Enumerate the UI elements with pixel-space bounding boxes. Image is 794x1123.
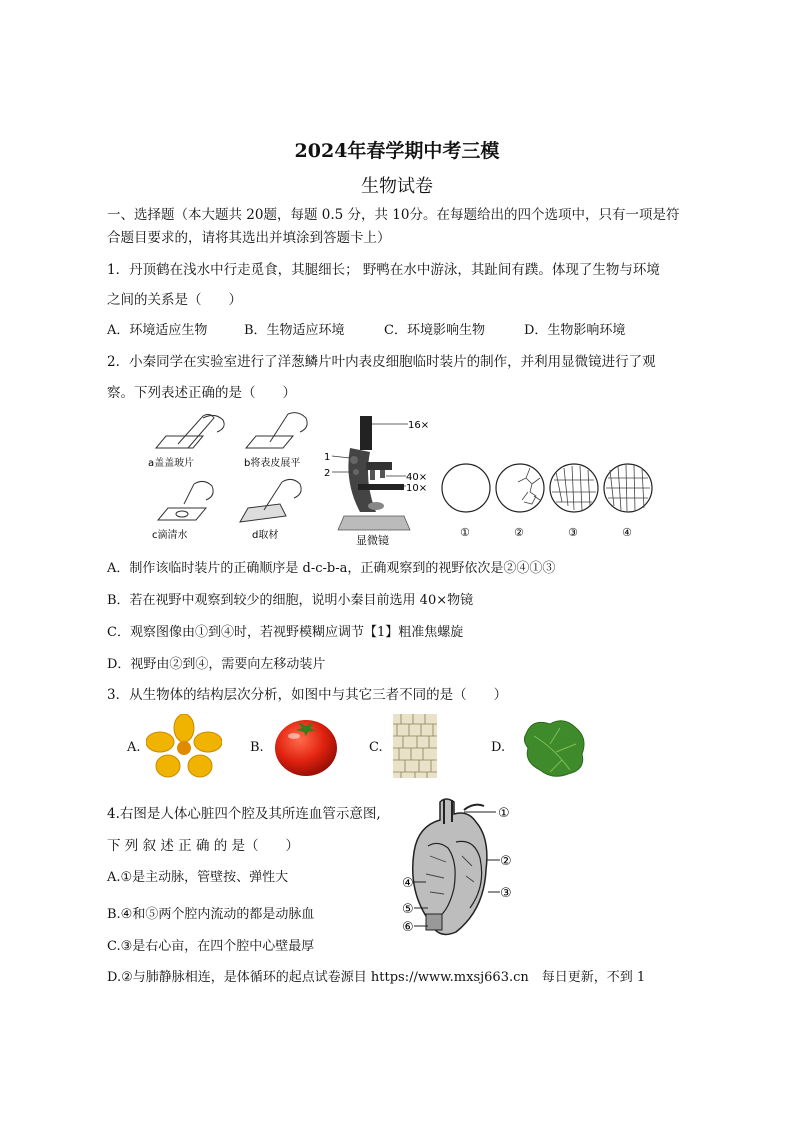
slide-preparation-figure <box>148 408 318 548</box>
flower-image <box>146 714 222 780</box>
q3-option-c-letter: C. <box>369 740 383 755</box>
label-1: 1 <box>324 452 331 463</box>
leaf-image <box>520 714 590 780</box>
heart-label-4: ④ <box>402 876 414 891</box>
step-d-illustration <box>240 479 301 522</box>
page-title: 2024年春学期中考三模 <box>294 140 500 162</box>
q2-option-a: A．制作该临时装片的正确顺序是 d-c-b-a，正确观察到的视野依次是②④①③ <box>107 561 556 576</box>
microscope-base <box>338 516 410 530</box>
q1-option-d: D．生物影响环境 <box>524 323 626 338</box>
objective-lens-1 <box>370 470 375 480</box>
q4-option-c: C.③是右心亩，在四个腔中心壁最厚 <box>107 939 315 954</box>
view-label-4: ④ <box>622 526 632 539</box>
q1-option-b: B．生物适应环境 <box>244 323 345 338</box>
q2-option-b: B．若在视野中观察到较少的细胞，说明小秦目前选用 40×物镜 <box>107 593 474 608</box>
step-b-illustration <box>246 413 307 448</box>
field-of-view-figure <box>440 462 676 544</box>
q1-stem-line-1: 1．丹顶鹤在浅水中行走觅食，其腿细长； 野鸭在水中游泳，其趾间有蹼。体现了生物与环境 <box>107 262 660 278</box>
heart-label-6: ⑥ <box>402 920 414 935</box>
eyepiece-label: 16× <box>408 420 430 431</box>
heart-label-5: ⑤ <box>402 902 414 917</box>
q3-option-b-letter: B. <box>250 740 264 755</box>
view-label-3: ③ <box>568 526 578 539</box>
q3-option-a-letter: A. <box>127 740 141 755</box>
section-header-line-2: 合题目要求的，请将其选出并填涂到答题卡上） <box>107 230 391 246</box>
microscope-figure <box>320 412 440 550</box>
microscope-caption: 显微镜 <box>356 534 389 547</box>
tomato-image <box>272 714 340 778</box>
heart-label-2: ② <box>500 854 512 869</box>
q1-stem-line-2: 之间的关系是（ ） <box>107 292 242 308</box>
objective-10x-label: 10× <box>406 483 428 494</box>
q3-option-d-letter: D. <box>491 740 506 755</box>
section-header-line-1: 一、选择题（本大题共 20题，每题 0.5 分，共 10分。在每题给出的四个选项中，只有一项是符 <box>107 207 680 223</box>
step-a-label: a盖盖玻片 <box>148 458 195 469</box>
coarse-focus-knob <box>350 456 358 464</box>
heart-diagram <box>400 796 520 948</box>
q4-stem-line-1: 4.右图是人体心脏四个腔及其所连血管示意图, <box>107 806 381 822</box>
q2-stem-line-1: 2．小秦同学在实验室进行了洋葱鳞片叶内表皮细胞临时装片的制作，并利用显微镜进行了观 <box>107 354 656 370</box>
fine-focus-knob <box>353 469 359 475</box>
page-subtitle: 生物试卷 <box>361 176 433 197</box>
nosepiece <box>366 462 392 470</box>
q4-option-d: D.②与肺静脉相连，是体循环的起点试卷源目 https://www.mxsj663.cn 每日更新，不到 1 <box>107 970 646 985</box>
q2-option-c: C．观察图像由①到④时，若视野模糊应调节【1】粗准焦螺旋 <box>107 625 464 640</box>
q1-option-c: C．环境影响生物 <box>384 323 485 338</box>
q2-stem-line-2: 察。下列表述正确的是（ ） <box>107 385 296 401</box>
q3-stem: 3．从生物体的结构层次分析，如图中与其它三者不同的是（ ） <box>107 687 508 703</box>
stage <box>358 484 404 490</box>
view-label-2: ② <box>514 526 524 539</box>
view-label-1: ① <box>460 526 470 539</box>
q2-option-d: D．视野由②到④，需要向左移动装片 <box>107 657 326 672</box>
step-c-label: c滴清水 <box>152 530 188 541</box>
mirror <box>368 502 384 510</box>
step-c-illustration <box>158 481 213 520</box>
view-3 <box>550 464 598 512</box>
step-b-label: b将表皮展平 <box>244 458 301 469</box>
eyepiece-tube <box>360 416 372 450</box>
q4-stem-line-2: 下 列 叙 述 正 确 的 是（ ） <box>107 838 300 854</box>
objective-lens-2 <box>380 470 385 478</box>
step-a-illustration <box>156 414 224 448</box>
label-2: 2 <box>324 468 331 479</box>
heart-label-1: ① <box>498 806 510 821</box>
heart-label-3: ③ <box>500 886 512 901</box>
q1-option-a: A．环境适应生物 <box>107 323 208 338</box>
q4-option-b: B.④和⑤两个腔内流动的都是动脉血 <box>107 907 315 922</box>
view-2 <box>496 464 544 512</box>
objective-40x-label: 40× <box>406 472 428 483</box>
step-d-label: d取材 <box>252 530 279 541</box>
view-4 <box>604 464 652 512</box>
view-1 <box>442 464 490 512</box>
cell-tissue-image <box>393 714 437 778</box>
q4-option-a: A.①是主动脉，管壁按、弹性大 <box>107 870 289 885</box>
